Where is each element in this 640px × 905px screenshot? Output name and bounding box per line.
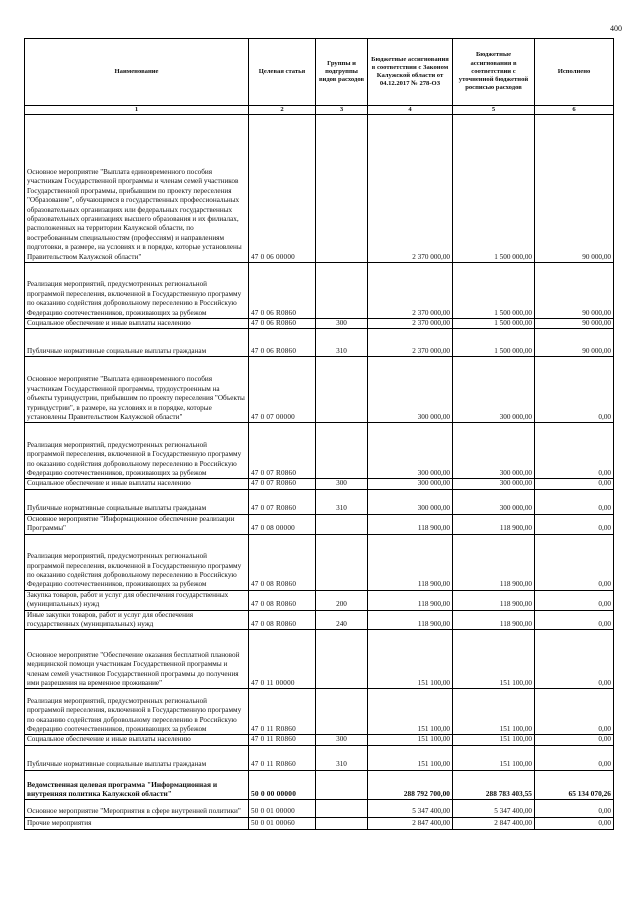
expense-group-code	[316, 630, 368, 689]
row-name: Ведомственная целевая программа "Информационная и внутренняя политика Калужской области"	[25, 770, 249, 799]
expense-group-code	[316, 514, 368, 534]
expense-group-code	[316, 689, 368, 735]
target-article-code: 50 0 01 00000	[249, 799, 316, 817]
table-row	[25, 319, 614, 329]
target-article-code: 50 0 00 00000	[249, 770, 316, 799]
target-article-code: 47 0 07 R0860	[249, 479, 316, 489]
refined-appropriation-value: 1 500 000,00	[453, 115, 535, 263]
law-appropriation-value: 118 900,00	[368, 534, 453, 590]
law-appropriation-value: 5 347 400,00	[368, 799, 453, 817]
row-name: Публичные нормативные социальные выплаты гражданам	[25, 745, 249, 770]
row-name: Социальное обеспечение и иные выплаты населению	[25, 319, 249, 329]
target-article-code: 47 0 08 00000	[249, 514, 316, 534]
executed-value: 0,00	[535, 514, 614, 534]
executed-value: 65 134 070,26	[535, 770, 614, 799]
target-article-code: 47 0 11 00000	[249, 630, 316, 689]
law-appropriation-value: 300 000,00	[368, 479, 453, 489]
refined-appropriation-value: 151 100,00	[453, 689, 535, 735]
column-number: 5	[453, 106, 535, 115]
law-appropriation-value: 2 847 400,00	[368, 817, 453, 829]
refined-appropriation-value: 1 500 000,00	[453, 319, 535, 329]
table-row	[25, 423, 614, 479]
law-appropriation-value: 118 900,00	[368, 514, 453, 534]
table-row	[25, 514, 614, 534]
executed-value: 0,00	[535, 534, 614, 590]
executed-value: 0,00	[535, 799, 614, 817]
law-appropriation-value: 2 370 000,00	[368, 263, 453, 319]
law-appropriation-value: 151 100,00	[368, 735, 453, 745]
law-appropriation-value: 151 100,00	[368, 689, 453, 735]
column-number: 4	[368, 106, 453, 115]
column-header: Бюджетные ассигнования в соответствии с уточненной бюджетной росписью расходов	[453, 39, 535, 106]
expense-group-code	[316, 799, 368, 817]
law-appropriation-value: 288 792 700,00	[368, 770, 453, 799]
refined-appropriation-value: 151 100,00	[453, 630, 535, 689]
table-row	[25, 263, 614, 319]
refined-appropriation-value: 118 900,00	[453, 534, 535, 590]
row-name: Реализация мероприятий, предусмотренных региональной программой переселения, включенной в Государственную программу по оказанию содействия добровольному переселению в Российскую Федерацию соотечественников, проживающих за рубежом	[25, 689, 249, 735]
executed-value: 90 000,00	[535, 329, 614, 357]
executed-value: 0,00	[535, 489, 614, 514]
target-article-code: 47 0 07 R0860	[249, 489, 316, 514]
refined-appropriation-value: 118 900,00	[453, 610, 535, 630]
refined-appropriation-value: 118 900,00	[453, 590, 535, 610]
refined-appropriation-value: 300 000,00	[453, 479, 535, 489]
expense-group-code: 200	[316, 590, 368, 610]
table-row	[25, 745, 614, 770]
table-row	[25, 817, 614, 829]
target-article-code: 47 0 07 00000	[249, 357, 316, 423]
table-row	[25, 799, 614, 817]
executed-value: 0,00	[535, 817, 614, 829]
row-name: Основное мероприятие "Информационное обеспечение реализации Программы"	[25, 514, 249, 534]
row-name: Реализация мероприятий, предусмотренных региональной программой переселения, включенной в Государственную программу по оказанию содействия добровольному переселению в Российскую Федерацию соотечественников, проживающих за рубежом	[25, 423, 249, 479]
executed-value: 0,00	[535, 423, 614, 479]
table-row	[25, 357, 614, 423]
table-row	[25, 630, 614, 689]
executed-value: 0,00	[535, 357, 614, 423]
row-name: Публичные нормативные социальные выплаты гражданам	[25, 329, 249, 357]
target-article-code: 47 0 11 R0860	[249, 689, 316, 735]
refined-appropriation-value: 300 000,00	[453, 489, 535, 514]
law-appropriation-value: 300 000,00	[368, 423, 453, 479]
row-name: Социальное обеспечение и иные выплаты населению	[25, 479, 249, 489]
target-article-code: 47 0 06 R0860	[249, 329, 316, 357]
column-header: Группы и подгруппы видов расходов	[316, 39, 368, 106]
refined-appropriation-value: 151 100,00	[453, 745, 535, 770]
expense-group-code: 300	[316, 479, 368, 489]
refined-appropriation-value: 2 847 400,00	[453, 817, 535, 829]
column-header: Целевая статья	[249, 39, 316, 106]
refined-appropriation-value: 1 500 000,00	[453, 329, 535, 357]
law-appropriation-value: 300 000,00	[368, 357, 453, 423]
target-article-code: 50 0 01 00060	[249, 817, 316, 829]
row-name: Основное мероприятие "Обеспечение оказания бесплатной плановой медицинской помощи участникам Государственной программы и членам семей участников Государственной программы до получения ими разрешения на временное проживание"	[25, 630, 249, 689]
column-number: 6	[535, 106, 614, 115]
column-number: 1	[25, 106, 249, 115]
column-number-row	[25, 106, 614, 115]
table-row	[25, 770, 614, 799]
row-name: Иные закупки товаров, работ и услуг для обеспечения государственных (муниципальных) нужд	[25, 610, 249, 630]
expense-group-code: 300	[316, 319, 368, 329]
header-row	[25, 39, 614, 106]
column-header: Наименование	[25, 39, 249, 106]
expense-group-code	[316, 817, 368, 829]
target-article-code: 47 0 08 R0860	[249, 610, 316, 630]
expense-group-code: 310	[316, 489, 368, 514]
row-name: Реализация мероприятий, предусмотренных региональной программой переселения, включенной в Государственную программу по оказанию содействия добровольному переселению в Российскую Федерацию соотечественников, проживающих за рубежом	[25, 263, 249, 319]
table-row	[25, 534, 614, 590]
executed-value: 90 000,00	[535, 319, 614, 329]
expense-group-code: 310	[316, 329, 368, 357]
table-row	[25, 610, 614, 630]
refined-appropriation-value: 118 900,00	[453, 514, 535, 534]
row-name: Социальное обеспечение и иные выплаты населению	[25, 735, 249, 745]
expense-group-code: 310	[316, 745, 368, 770]
column-number: 2	[249, 106, 316, 115]
executed-value: 0,00	[535, 689, 614, 735]
target-article-code: 47 0 07 R0860	[249, 423, 316, 479]
expense-group-code	[316, 115, 368, 263]
law-appropriation-value: 118 900,00	[368, 590, 453, 610]
executed-value: 0,00	[535, 610, 614, 630]
target-article-code: 47 0 08 R0860	[249, 534, 316, 590]
target-article-code: 47 0 06 00000	[249, 115, 316, 263]
column-header: Исполнено	[535, 39, 614, 106]
table-row	[25, 115, 614, 263]
row-name: Закупка товаров, работ и услуг для обеспечения государственных (муниципальных) нужд	[25, 590, 249, 610]
law-appropriation-value: 2 370 000,00	[368, 115, 453, 263]
refined-appropriation-value: 300 000,00	[453, 357, 535, 423]
executed-value: 0,00	[535, 630, 614, 689]
expense-group-code	[316, 423, 368, 479]
row-name: Реализация мероприятий, предусмотренных региональной программой переселения, включенной в Государственную программу по оказанию содействия добровольному переселению в Российскую Федерацию соотечественников, проживающих за рубежом	[25, 534, 249, 590]
refined-appropriation-value: 1 500 000,00	[453, 263, 535, 319]
row-name: Основное мероприятие "Выплата единовременного пособия участникам Государственной программы и членам семей участников Государственной программы, прибывшим по проекту переселения "Образование", обучающимся в государственных профессиональных образовательных организациях или федеральных государственных образовательных организациях высшего образования и их филиалах, расположенных на территории Калужской области, по востребованным специальностям (профессиям) и направлениям подготовки, в размере, на условиях и в порядке, которые установлены Правительством Калужской области"	[25, 115, 249, 263]
table-row	[25, 689, 614, 735]
target-article-code: 47 0 08 R0860	[249, 590, 316, 610]
target-article-code: 47 0 11 R0860	[249, 735, 316, 745]
law-appropriation-value: 151 100,00	[368, 630, 453, 689]
executed-value: 90 000,00	[535, 263, 614, 319]
table-row	[25, 479, 614, 489]
refined-appropriation-value: 5 347 400,00	[453, 799, 535, 817]
executed-value: 0,00	[535, 590, 614, 610]
law-appropriation-value: 2 370 000,00	[368, 329, 453, 357]
expense-group-code	[316, 263, 368, 319]
table-row	[25, 735, 614, 745]
column-header: Бюджетные ассигнования в соответствии с Законом Калужской области от 04.12.2017 № 278-ОЗ	[368, 39, 453, 106]
executed-value: 0,00	[535, 735, 614, 745]
row-name: Публичные нормативные социальные выплаты гражданам	[25, 489, 249, 514]
law-appropriation-value: 300 000,00	[368, 489, 453, 514]
expense-group-code: 240	[316, 610, 368, 630]
row-name: Прочие мероприятия	[25, 817, 249, 829]
target-article-code: 47 0 06 R0860	[249, 263, 316, 319]
refined-appropriation-value: 300 000,00	[453, 423, 535, 479]
column-number: 3	[316, 106, 368, 115]
target-article-code: 47 0 11 R0860	[249, 745, 316, 770]
refined-appropriation-value: 288 783 403,55	[453, 770, 535, 799]
budget-table	[24, 38, 614, 830]
target-article-code: 47 0 06 R0860	[249, 319, 316, 329]
expense-group-code	[316, 357, 368, 423]
expense-group-code: 300	[316, 735, 368, 745]
page-number: 400	[610, 24, 622, 33]
table-row	[25, 329, 614, 357]
executed-value: 0,00	[535, 745, 614, 770]
law-appropriation-value: 151 100,00	[368, 745, 453, 770]
table-row	[25, 489, 614, 514]
law-appropriation-value: 2 370 000,00	[368, 319, 453, 329]
executed-value: 0,00	[535, 479, 614, 489]
expense-group-code	[316, 534, 368, 590]
law-appropriation-value: 118 900,00	[368, 610, 453, 630]
table-row	[25, 590, 614, 610]
executed-value: 90 000,00	[535, 115, 614, 263]
row-name: Основное мероприятие "Мероприятия в сфере внутренней политики"	[25, 799, 249, 817]
row-name: Основное мероприятие "Выплата единовременного пособия участникам Государственной программы, трудоустроенным на объекты туриндустрии, прибывшим по проекту переселения "Объекты туриндустрии", в размере, на условиях и в порядке, которые установлены Правительством Калужской области"	[25, 357, 249, 423]
expense-group-code	[316, 770, 368, 799]
refined-appropriation-value: 151 100,00	[453, 735, 535, 745]
